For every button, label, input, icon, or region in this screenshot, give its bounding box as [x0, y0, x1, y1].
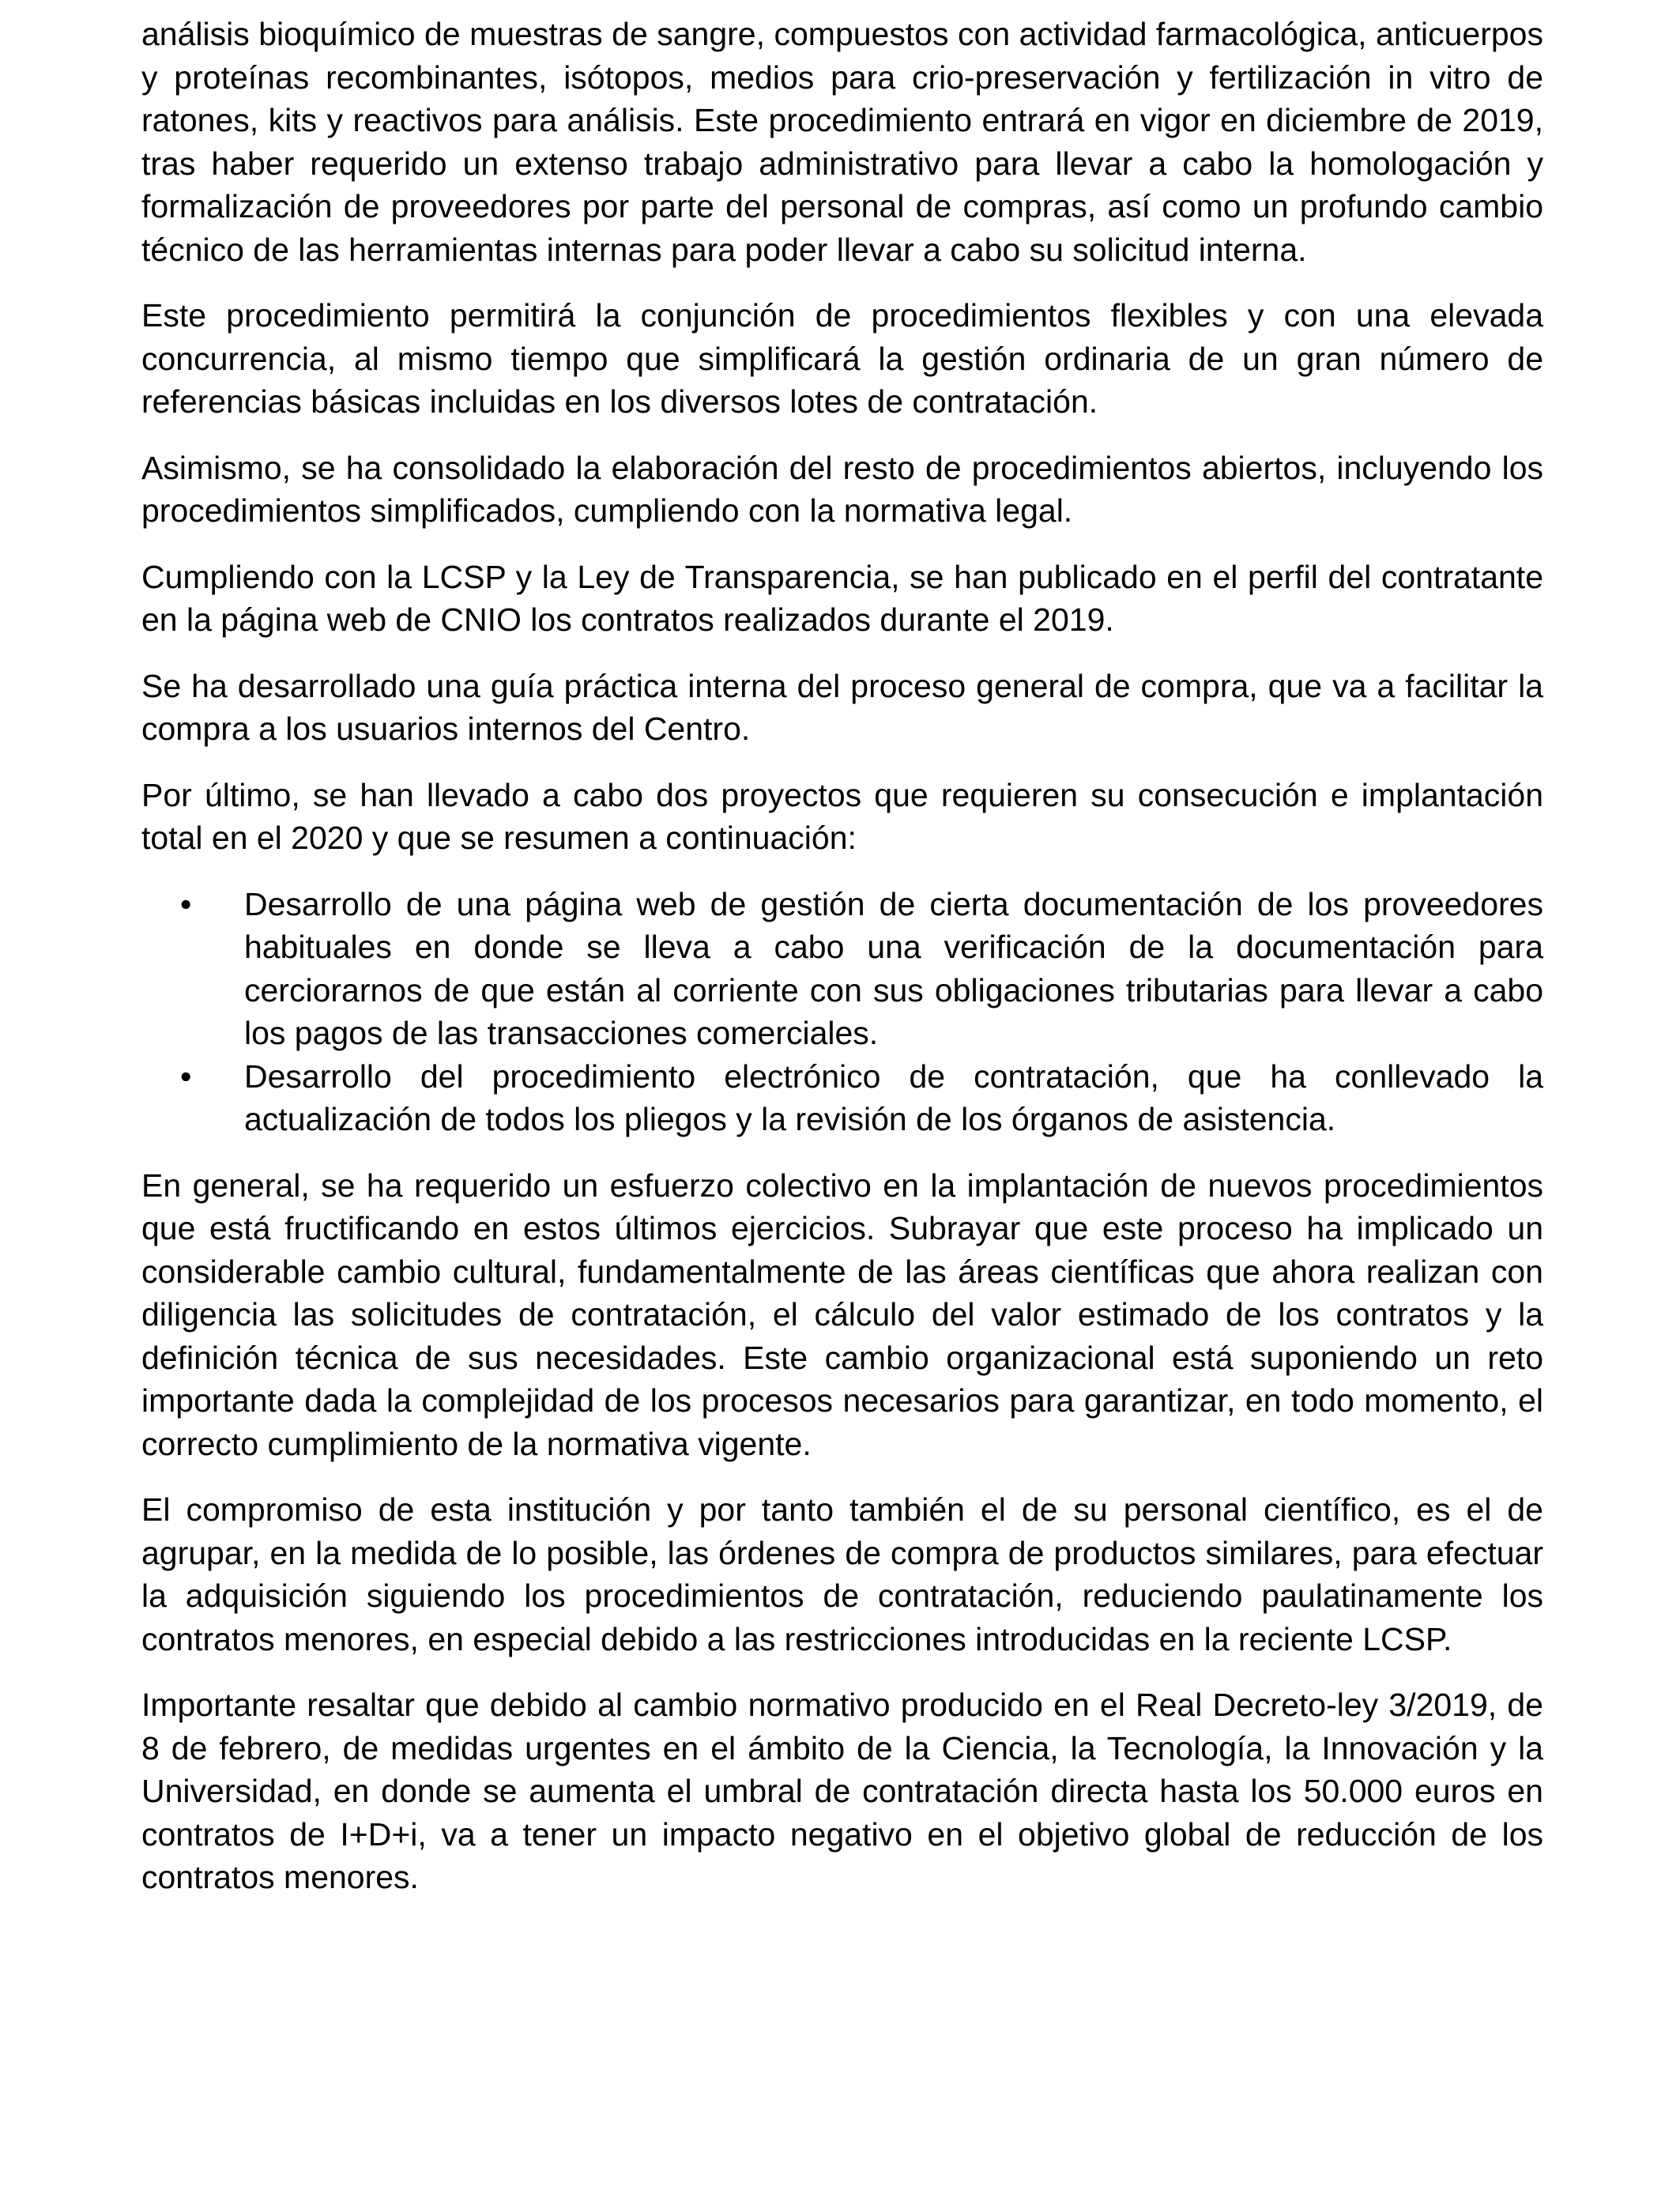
- bullet-text: Desarrollo del procedimiento electrónico de contratación, que ha conllevado la actualización de todos los pliegos y la revisión de los órganos de asistencia.: [244, 1057, 1543, 1137]
- paragraph-open-procedures: Asimismo, se ha consolidado la elaboración del resto de procedimientos abiertos, incluyendo los procedimientos simplificados, cumpliendo con la normativa legal.: [141, 449, 1543, 529]
- paragraph-collective-effort: En general, se ha requerido un esfuerzo colectivo en la implantación de nuevos procedimientos que está fructificando en estos últimos ejercicios. Subrayar que este proceso ha implicado un considerable cambio cultural, fundamentalmente de las áreas científicas que ahora realizan con diligencia las solicitudes de contratación, el cálculo del valor estimado de los contratos y la definición técnica de sus necesidades. Este cambio organizacional está suponiendo un reto importante dada la complejidad de los procesos necesarios para garantizar, en todo momento, el correcto cumplimiento de la normativa vigente.: [141, 1167, 1543, 1462]
- bullet-item-web-page: [141, 883, 1543, 1055]
- paragraph-institution-commitment: El compromiso de esta institución y por tanto también el de su personal científico, es el de agrupar, en la medida de lo posible, las órdenes de compra de productos similares, para efectuar la adquisición siguiendo los procedimientos de contratación, reduciendo paulatinamente los contratos menores, en especial debido a las restricciones introducidas en la reciente LCSP.: [141, 1491, 1543, 1657]
- bullet-item-electronic-procedure: [141, 1055, 1543, 1141]
- paragraph-purchase-guide: Se ha desarrollado una guía práctica interna del proceso general de compra, que va a facilitar la compra a los usuarios internos del Centro.: [141, 667, 1543, 747]
- bullet-text: Desarrollo de una página web de gestión de cierta documentación de los proveedores habituales en donde se lleva a cabo una verificación de la documentación para cerciorarnos de que están al corriente con sus obligaciones tributarias para llevar a cabo los pagos de las transacciones comerciales.: [244, 885, 1543, 1051]
- paragraph-projects-intro: Por último, se han llevado a cabo dos proyectos que requieren su consecución e implantación total en el 2020 y que se resumen a continuación:: [141, 776, 1543, 856]
- projects-bullet-list: [141, 883, 1543, 1141]
- paragraph-flexible-procedures: Este procedimiento permitirá la conjunción de procedimientos flexibles y con una elevada concurrencia, al mismo tiempo que simplificará la gestión ordinaria de un gran número de referencias básicas incluidas en los diversos lotes de contratación.: [141, 297, 1543, 420]
- paragraph-regulatory-change: Importante resaltar que debido al cambio normativo producido en el Real Decreto-ley 3/2019, de 8 de febrero, de medidas urgentes en el ámbito de la Ciencia, la Tecnología, la Innovación y la Universidad, en donde se aumenta el umbral de contratación directa hasta los 50.000 euros en contratos de I+D+i, va a tener un impacto negativo en el objetivo global de reducción de los contratos menores.: [141, 1687, 1543, 1895]
- document-page: [141, 13, 1543, 1922]
- paragraph-transparency: Cumpliendo con la LCSP y la Ley de Transparencia, se han publicado en el perfil del contratante en la página web de CNIO los contratos realizados durante el 2019.: [141, 558, 1543, 638]
- bullet-icon: •: [180, 885, 192, 922]
- paragraph-purchasing-procedure: análisis bioquímico de muestras de sangre, compuestos con actividad farmacológica, anticuerpos y proteínas recombinantes, isótopos, medios para crio-preservación y fertilización in vitro de ratones, kits y reactivos para análisis. Este procedimiento entrará en vigor en diciembre de 2019, tras haber requerido un extenso trabajo administrativo para llevar a cabo la homologación y formalización de proveedores por parte del personal de compras, así como un profundo cambio técnico de las herramientas internas para poder llevar a cabo su solicitud interna.: [141, 16, 1543, 268]
- bullet-icon: •: [180, 1057, 192, 1095]
